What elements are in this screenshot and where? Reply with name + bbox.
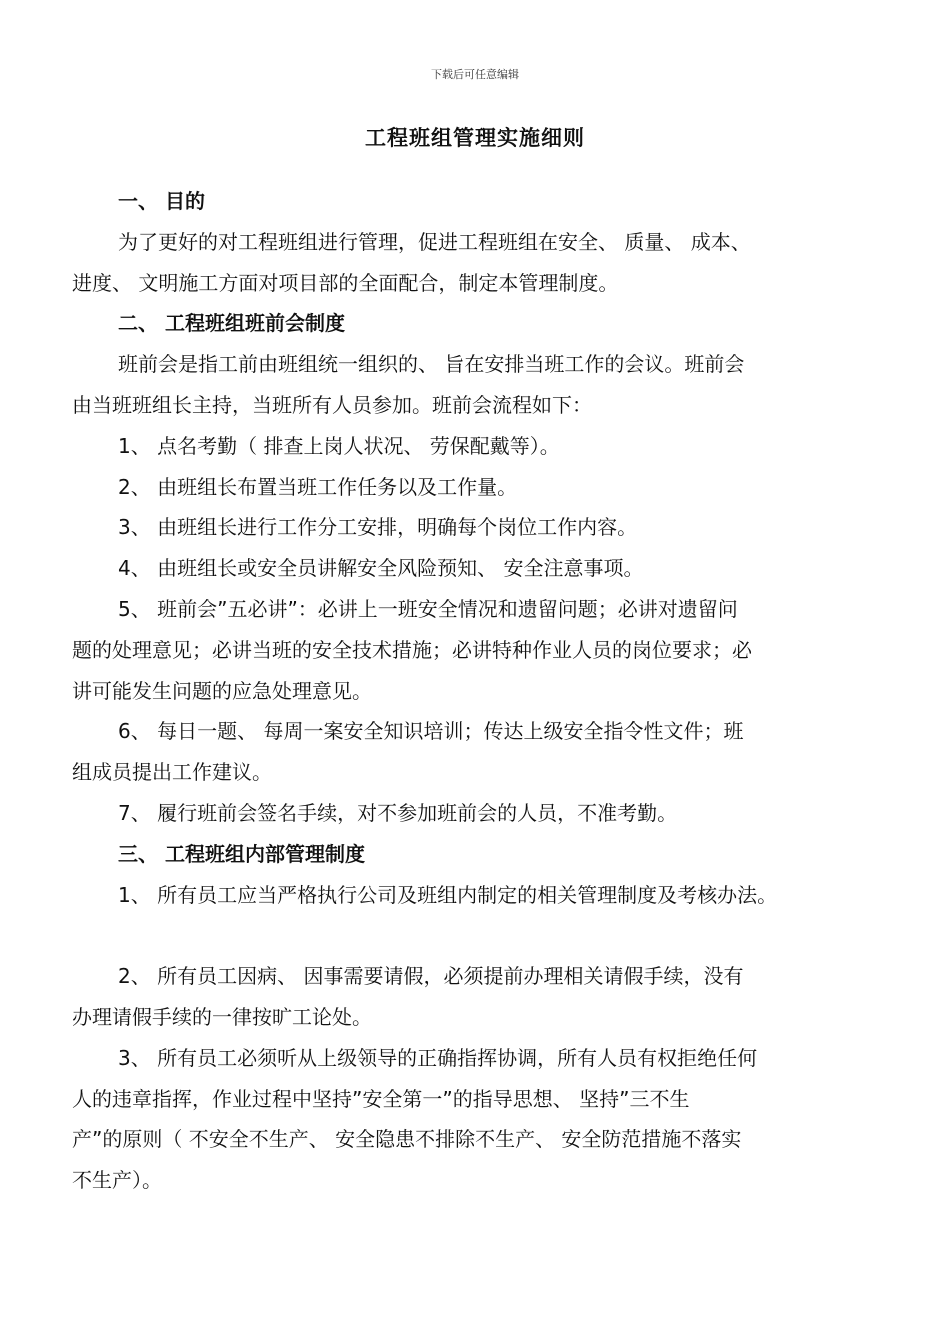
list-item-6: 6、 每日一题、 每周一案安全知识培训；传达上级安全指令性文件；班	[118, 719, 744, 744]
paragraph-line: 由当班班组长主持，当班所有人员参加。班前会流程如下：	[72, 392, 592, 417]
paragraph-line: 题的处理意见；必讲当班的安全技术措施；必讲特种作业人员的岗位要求；必	[72, 637, 752, 662]
paragraph-line: 产”的原则（ 不安全不生产、 安全隐患不排除不生产、 安全防范措施不落实	[72, 1127, 742, 1152]
paragraph-line: 班前会是指工前由班组统一组织的、 旨在安排当班工作的会议。班前会	[118, 352, 745, 377]
list-item-5: 5、 班前会”五必讲”：必讲上一班安全情况和遗留问题；必讲对遗留问	[118, 596, 738, 621]
paragraph-line: 组成员提出工作建议。	[72, 760, 272, 785]
page-header-note: 下载后可任意编辑	[431, 68, 519, 81]
paragraph-line: 不生产）。	[72, 1168, 162, 1193]
paragraph-line: 进度、 文明施工方面对项目部的全面配合，制定本管理制度。	[72, 270, 619, 295]
list-item-4: 4、 由班组长或安全员讲解安全风险预知、 安全注意事项。	[118, 556, 644, 581]
paragraph-line: 人的违章指挥，作业过程中坚持”安全第一”的指导思想、 坚持”三不生	[72, 1086, 690, 1111]
list-item-1: 1、 所有员工应当严格执行公司及班组内制定的相关管理制度及考核办法。	[118, 882, 778, 907]
section-heading-internal-management: 三、 工程班组内部管理制度	[118, 841, 365, 866]
paragraph-line: 讲可能发生问题的应急处理意见。	[72, 678, 372, 703]
section-heading-purpose: 一、 目的	[118, 189, 205, 213]
list-item-2: 2、 由班组长布置当班工作任务以及工作量。	[118, 474, 518, 499]
list-item-3: 3、 由班组长进行工作分工安排，明确每个岗位工作内容。	[118, 515, 638, 540]
paragraph-line: 办理请假手续的一律按旷工论处。	[72, 1004, 372, 1029]
section-heading-pre-shift-meeting: 二、 工程班组班前会制度	[118, 311, 345, 336]
list-item-2: 2、 所有员工因病、 因事需要请假，必须提前办理相关请假手续，没有	[118, 964, 744, 989]
document-body	[72, 181, 872, 1201]
list-item-1: 1、 点名考勤（ 排查上岗人状况、 劳保配戴等）。	[118, 433, 560, 458]
document-title: 工程班组管理实施细则	[365, 126, 585, 150]
paragraph-line: 为了更好的对工程班组进行管理，促进工程班组在安全、 质量、 成本、	[118, 229, 751, 254]
list-item-3: 3、 所有员工必须听从上级领导的正确指挥协调，所有人员有权拒绝任何	[118, 1045, 758, 1070]
list-item-7: 7、 履行班前会签名手续，对不参加班前会的人员，不准考勤。	[118, 800, 678, 825]
blank-line	[72, 915, 872, 956]
